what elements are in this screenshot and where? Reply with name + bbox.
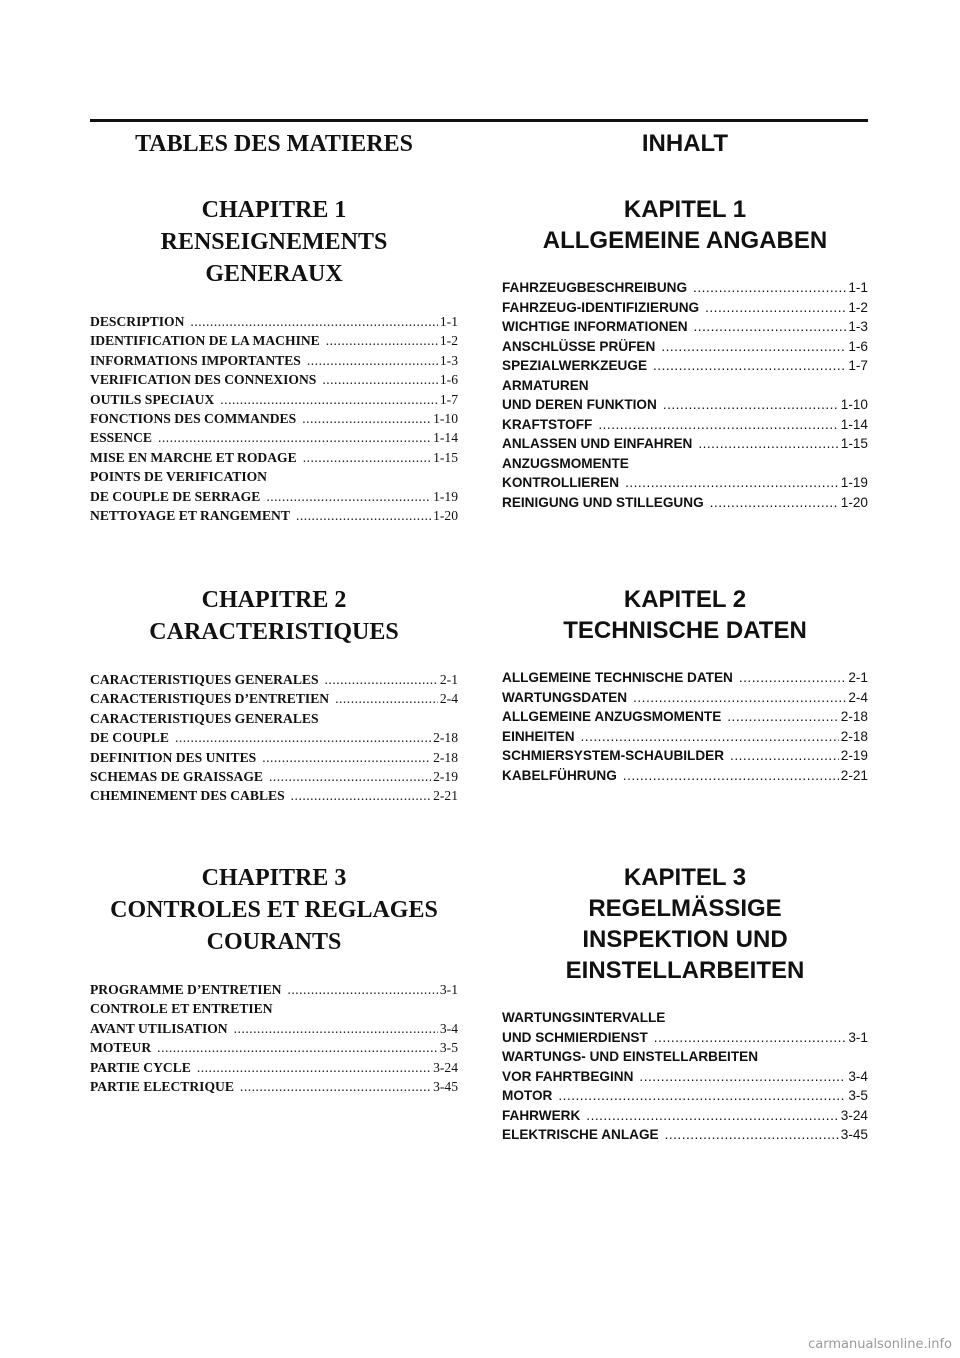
toc-entry[interactable] (502, 1067, 868, 1087)
toc-entry-page: 2-21 (433, 788, 458, 804)
toc-list (502, 668, 868, 785)
toc-entry[interactable] (90, 370, 458, 389)
toc-entry-title: ALLGEMEINE ANZUGSMOMENTE (502, 709, 722, 724)
toc-entry-title: SCHEMAS DE GRAISSAGE (90, 769, 263, 785)
toc-entry-page: 1-6 (439, 372, 458, 388)
toc-entry-title: FAHRWERK (502, 1107, 581, 1123)
toc-entry-page: 1-3 (439, 352, 458, 368)
toc-entry[interactable] (502, 434, 868, 454)
toc-entry-page: 1-1 (439, 314, 458, 329)
toc-entry-page: 3-1 (848, 1029, 868, 1045)
toc-entry[interactable] (90, 428, 458, 447)
toc-leader-dots (234, 1019, 438, 1038)
toc-entry-title: WARTUNGSINTERVALLE (502, 1010, 666, 1025)
header-rule (90, 119, 868, 122)
toc-entry-page: 1-20 (840, 494, 868, 510)
toc-leader-dots (653, 356, 846, 376)
toc-leader-dots (730, 746, 839, 766)
toc-entry-page: 1-2 (439, 333, 458, 349)
toc-entry-title: ANZUGSMOMENTE (502, 455, 629, 471)
toc-leader-dots (326, 331, 438, 350)
toc-entry[interactable] (90, 709, 458, 728)
toc-entry-page: 1-3 (848, 319, 868, 334)
toc-entry-title: DEFINITION DES UNITES (90, 749, 257, 765)
toc-leader-dots (158, 428, 431, 447)
toc-column-french (90, 128, 458, 1095)
toc-entry-page: 2-21 (840, 767, 868, 783)
toc-entry-title: NETTOYAGE ET RANGEMENT (90, 508, 290, 524)
toc-leader-dots (698, 434, 838, 454)
toc-entry-title: POINTS DE VERIFICATION (90, 469, 268, 485)
toc-entry[interactable] (502, 376, 868, 396)
toc-leader-dots (739, 668, 846, 688)
toc-entry[interactable] (502, 317, 868, 337)
toc-entry-title: CHEMINEMENT DES CABLES (90, 788, 285, 804)
toc-column-german (502, 128, 868, 1142)
toc-entry-title: WICHTIGE INFORMATIONEN (502, 319, 688, 334)
chapter-heading (502, 194, 868, 256)
chapter-heading (502, 584, 868, 646)
toc-entry[interactable] (90, 1077, 458, 1096)
toc-leader-dots (661, 337, 846, 357)
toc-entry-title: KABELFÜHRUNG (502, 767, 617, 783)
toc-leader-dots (581, 727, 839, 747)
toc-entry-page: 1-19 (433, 488, 458, 504)
toc-entry-page: 2-19 (840, 748, 868, 763)
toc-entry-title: PARTIE CYCLE (90, 1059, 191, 1075)
chapter-heading-line: TECHNISCHE DATEN (563, 617, 807, 644)
toc-entry-page: 3-24 (433, 1059, 458, 1075)
toc-entry-page: 2-18 (840, 728, 868, 744)
toc-entry[interactable] (90, 786, 458, 805)
toc-entry[interactable] (90, 467, 458, 486)
chapter-heading (90, 194, 458, 290)
toc-leader-dots (623, 766, 839, 786)
toc-entry-page: 2-4 (439, 691, 458, 707)
toc-title-german: INHALT (641, 130, 729, 157)
toc-leader-dots (558, 1086, 846, 1106)
toc-leader-dots (598, 415, 838, 435)
chapter-3-left (90, 862, 458, 1096)
toc-entry-page: 3-5 (439, 1040, 458, 1056)
toc-entry-title: FAHRZEUG-IDENTIFIZIERUNG (502, 299, 700, 315)
toc-entry[interactable] (502, 707, 868, 727)
toc-leader-dots (220, 390, 438, 409)
toc-entry-title: MOTOR (502, 1088, 553, 1103)
toc-entry-page: 1-1 (848, 280, 868, 295)
toc-entry[interactable] (90, 1019, 458, 1038)
toc-entry[interactable] (90, 689, 458, 708)
toc-entry[interactable] (502, 688, 868, 708)
toc-entry-page: 3-4 (848, 1068, 868, 1084)
toc-leader-dots (190, 312, 437, 331)
toc-entry-page: 2-1 (439, 672, 458, 687)
toc-entry-title: KRAFTSTOFF (502, 416, 593, 432)
toc-entry[interactable] (90, 506, 458, 525)
toc-entry-title: IDENTIFICATION DE LA MACHINE (90, 333, 320, 349)
toc-leader-dots (665, 1125, 839, 1145)
toc-leader-dots (654, 1028, 847, 1048)
toc-entry-page: 2-4 (848, 689, 868, 705)
toc-leader-dots (157, 1038, 438, 1057)
toc-entry-title: SPEZIALWERKZEUGE (502, 358, 648, 373)
toc-entry[interactable] (90, 331, 458, 350)
toc-entry-title: WARTUNGS- UND EINSTELLARBEITEN (502, 1049, 759, 1064)
toc-entry[interactable] (90, 390, 458, 409)
toc-leader-dots (325, 670, 438, 689)
toc-entry[interactable] (502, 1008, 868, 1028)
toc-entry-title: ELEKTRISCHE ANLAGE (502, 1127, 659, 1142)
chapter-2-left (90, 584, 458, 806)
toc-leader-dots (296, 506, 431, 525)
toc-entry[interactable] (502, 1125, 868, 1145)
chapter-heading-line: INSPEKTION UND (582, 926, 788, 953)
toc-leader-dots (710, 493, 839, 513)
toc-leader-dots (586, 1106, 838, 1126)
toc-entry-title: CARACTERISTIQUES D’ENTRETIEN (90, 691, 330, 707)
toc-entry[interactable] (502, 746, 868, 766)
toc-entry[interactable] (90, 670, 458, 689)
toc-entry-page: 1-15 (433, 449, 458, 465)
toc-list (502, 278, 868, 512)
toc-entry[interactable] (502, 727, 868, 747)
toc-entry-page: 3-4 (439, 1020, 458, 1036)
toc-entry-title: VERIFICATION DES CONNEXIONS (90, 372, 317, 388)
toc-entry-title: SCHMIERSYSTEM-SCHAUBILDER (502, 748, 725, 763)
toc-leader-dots (639, 1067, 846, 1087)
toc-entry-title: KONTROLLIEREN (502, 475, 620, 490)
toc-entry-page: 2-18 (840, 709, 868, 724)
toc-entry[interactable] (90, 1038, 458, 1057)
toc-entry[interactable] (502, 356, 868, 376)
chapter-heading-line: REGELMÄSSIGE (588, 895, 782, 922)
toc-leader-dots (269, 767, 431, 786)
chapter-1-right (502, 194, 868, 512)
chapter-heading-line: KAPITEL 1 (623, 196, 747, 223)
toc-entry-page: 2-18 (433, 730, 458, 746)
toc-leader-dots (197, 1058, 431, 1077)
toc-entry-page: 1-10 (840, 397, 868, 412)
toc-leader-dots (322, 370, 438, 389)
toc-leader-dots (727, 707, 839, 727)
toc-entry-title: DE COUPLE DE SERRAGE (90, 488, 261, 504)
toc-entry-page: 1-19 (840, 475, 868, 490)
toc-list (90, 312, 458, 525)
toc-entry[interactable] (502, 668, 868, 688)
toc-entry-page: 2-1 (848, 670, 868, 685)
toc-entry-page: 1-14 (840, 416, 868, 432)
toc-entry-title: OUTILS SPECIAUX (90, 391, 215, 407)
toc-leader-dots (302, 409, 431, 428)
toc-entry-page: 3-24 (840, 1107, 868, 1123)
chapter-heading-line: EINSTELLARBEITEN (565, 957, 805, 984)
toc-leader-dots (303, 448, 431, 467)
toc-entry-page: 1-7 (848, 358, 868, 373)
toc-entry-title: FONCTIONS DES COMMANDES (90, 411, 297, 427)
toc-entry[interactable] (90, 748, 458, 767)
chapter-1-left (90, 194, 458, 525)
toc-entry-title: REINIGUNG UND STILLEGUNG (502, 494, 704, 510)
chapter-heading-line: ALLGEMEINE ANGABEN (542, 227, 828, 254)
toc-leader-dots (705, 298, 846, 318)
chapter-heading-line: KAPITEL 2 (623, 586, 747, 613)
chapter-heading-line: CONTROLES ET REGLAGES (110, 897, 438, 923)
toc-entry[interactable] (502, 454, 868, 474)
toc-entry-page: 1-2 (848, 299, 868, 315)
toc-leader-dots (663, 395, 839, 415)
toc-list (502, 1008, 868, 1145)
toc-entry[interactable] (90, 999, 458, 1018)
toc-entry-title: CARACTERISTIQUES GENERALES (90, 672, 319, 687)
toc-entry[interactable] (502, 395, 868, 415)
toc-entry-title: DESCRIPTION (90, 314, 185, 329)
toc-entry-title: UND DEREN FUNKTION (502, 397, 657, 412)
chapter-heading (90, 584, 458, 648)
toc-entry-title: MISE EN MARCHE ET RODAGE (90, 449, 297, 465)
toc-entry-title: ALLGEMEINE TECHNISCHE DATEN (502, 670, 733, 685)
toc-entry[interactable] (90, 487, 458, 506)
toc-entry[interactable] (90, 767, 458, 786)
toc-entry-title: ESSENCE (90, 430, 152, 446)
toc-entry-page: 3-1 (439, 982, 458, 997)
chapter-heading-line: CARACTERISTIQUES (149, 619, 399, 645)
toc-entry-title: PARTIE ELECTRIQUE (90, 1079, 234, 1095)
chapter-heading-line: RENSEIGNEMENTS (160, 229, 388, 255)
toc-leader-dots (287, 980, 437, 999)
toc-entry[interactable] (502, 1028, 868, 1048)
toc-entry-page: 3-45 (433, 1079, 458, 1095)
toc-leader-dots (291, 786, 431, 805)
toc-leader-dots (262, 748, 431, 767)
toc-entry-page: 1-10 (433, 411, 458, 427)
chapter-heading-line: CHAPITRE 2 (201, 587, 347, 613)
toc-entry-title: DE COUPLE (90, 730, 169, 746)
toc-entry-title: FAHRZEUGBESCHREIBUNG (502, 280, 688, 295)
toc-entry-title: VOR FAHRTBEGINN (502, 1068, 634, 1084)
toc-entry[interactable] (90, 980, 458, 999)
toc-leader-dots (266, 487, 431, 506)
toc-title-french: TABLES DES MATIERES (135, 131, 413, 157)
toc-entry[interactable] (90, 728, 458, 747)
chapter-heading-line: KAPITEL 3 (623, 864, 747, 891)
toc-entry[interactable] (502, 1086, 868, 1106)
toc-entry[interactable] (90, 409, 458, 428)
chapter-heading-line: GENERAUX (205, 261, 343, 287)
toc-leader-dots (633, 688, 846, 708)
toc-entry[interactable] (90, 448, 458, 467)
watermark: carmanualsonline.info (808, 1337, 952, 1352)
chapter-heading-line: CHAPITRE 1 (201, 197, 347, 223)
chapter-heading-line: COURANTS (206, 929, 342, 955)
toc-entry-page: 1-6 (848, 338, 868, 354)
toc-list (90, 670, 458, 806)
toc-entry[interactable] (502, 298, 868, 318)
toc-entry-page: 2-18 (433, 749, 458, 765)
toc-entry-page: 1-15 (840, 436, 868, 451)
toc-entry-page: 1-14 (433, 430, 458, 446)
toc-entry-title: AVANT UTILISATION (90, 1020, 228, 1036)
toc-entry-title: ANLASSEN UND EINFAHREN (502, 436, 693, 451)
toc-entry[interactable] (502, 473, 868, 493)
toc-entry[interactable] (502, 493, 868, 513)
toc-leader-dots (240, 1077, 431, 1096)
toc-leader-dots (175, 728, 431, 747)
toc-entry-title: INFORMATIONS IMPORTANTES (90, 352, 301, 368)
toc-entry-page: 3-45 (840, 1127, 868, 1142)
toc-entry[interactable] (90, 312, 458, 331)
toc-leader-dots (693, 278, 846, 298)
toc-entry[interactable] (502, 1047, 868, 1067)
toc-entry[interactable] (90, 1058, 458, 1077)
toc-entry-title: WARTUNGSDATEN (502, 689, 628, 705)
toc-entry-title: UND SCHMIERDIENST (502, 1029, 648, 1045)
toc-entry-title: CONTROLE ET ENTRETIEN (90, 1001, 273, 1017)
toc-entry-title: ANSCHLÜSSE PRÜFEN (502, 338, 656, 354)
toc-entry[interactable] (90, 351, 458, 370)
toc-leader-dots (625, 473, 839, 493)
toc-entry[interactable] (502, 766, 868, 786)
chapter-2-right (502, 584, 868, 785)
toc-entry[interactable] (502, 1106, 868, 1126)
toc-list (90, 980, 458, 1096)
toc-leader-dots (335, 689, 438, 708)
chapter-heading (502, 862, 868, 986)
toc-entry-title: ARMATUREN (502, 377, 589, 393)
toc-entry[interactable] (502, 337, 868, 357)
toc-entry-page: 1-7 (439, 391, 458, 407)
toc-entry-title: EINHEITEN (502, 728, 575, 744)
toc-entry-title: PROGRAMME D’ENTRETIEN (90, 982, 282, 997)
toc-leader-dots (307, 351, 438, 370)
chapter-heading (90, 862, 458, 958)
chapter-3-right (502, 862, 868, 1145)
toc-entry-page: 1-20 (433, 508, 458, 524)
toc-entry-title: CARACTERISTIQUES GENERALES (90, 710, 319, 726)
chapter-heading-line: CHAPITRE 3 (201, 865, 347, 891)
toc-leader-dots (694, 317, 847, 337)
toc-entry-page: 3-5 (848, 1088, 868, 1103)
toc-entry[interactable] (502, 278, 868, 298)
toc-entry-page: 2-19 (433, 769, 458, 785)
toc-entry[interactable] (502, 415, 868, 435)
toc-entry-title: MOTEUR (90, 1040, 152, 1056)
